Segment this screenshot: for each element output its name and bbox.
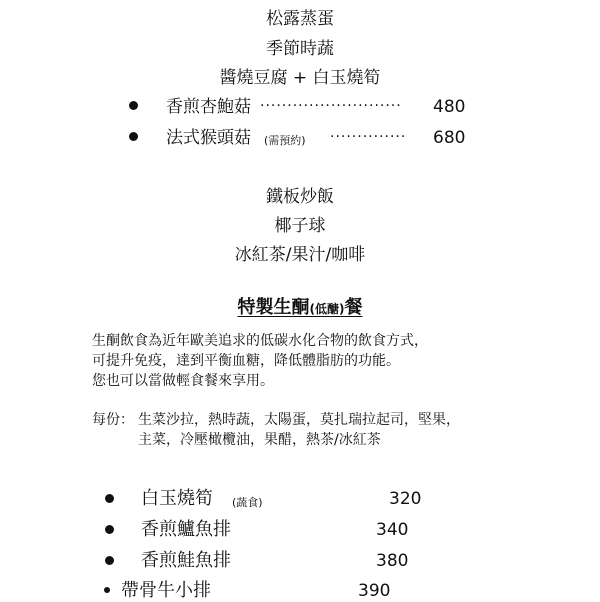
course-1: 松露蒸蛋	[266, 9, 334, 29]
keto-item-1-name: 白玉燒筍	[141, 488, 213, 509]
keto-each-label: 每份：	[92, 412, 134, 428]
bullet-icon	[105, 525, 114, 534]
keto-title-end: 餐	[344, 297, 363, 318]
keto-each-line-2: 主菜，冷壓橄欖油，果醋，熱茶/冰紅茶	[138, 432, 381, 448]
course-3: 醬燒豆腐 + 白玉燒筍	[219, 68, 381, 88]
keto-item-1-price: 320	[389, 489, 422, 509]
main-a-1-price: 480	[433, 97, 466, 117]
keto-title	[0, 293, 600, 319]
course-5: 椰子球	[274, 216, 326, 236]
course-6: 冰紅茶/果汁/咖啡	[234, 245, 366, 265]
keto-desc-2: 可提升免疫，達到平衡血糖，降低體脂肪的功能。	[92, 353, 400, 369]
bullet-icon	[105, 556, 114, 565]
keto-item-1-note: (蔬食)	[232, 496, 263, 509]
bullet-icon	[129, 132, 138, 141]
keto-item-4-price: 390	[358, 581, 391, 601]
bullet-icon	[104, 587, 110, 593]
bullet-icon	[105, 494, 114, 503]
main-a-2-price: 680	[433, 128, 466, 148]
keto-item-2-name: 香煎鱸魚排	[141, 519, 231, 540]
main-a-1-name: 香煎杏鮑菇	[166, 97, 251, 117]
main-a-2-dots: ··············	[330, 129, 407, 145]
main-a-1-dots: ··························	[260, 98, 402, 114]
bullet-icon	[129, 101, 138, 110]
main-a-2-name: 法式猴頭菇	[166, 128, 251, 148]
keto-title-small: (低醣)	[309, 302, 345, 316]
course-2: 季節時蔬	[266, 39, 334, 59]
keto-item-3-name: 香煎鮭魚排	[141, 550, 231, 571]
keto-each-line-1: 生菜沙拉，熱時蔬，太陽蛋，莫扎瑞拉起司，堅果，	[138, 412, 460, 428]
keto-desc-1: 生酮飲食為近年歐美追求的低碳水化合物的飲食方式，	[92, 333, 428, 349]
keto-desc-3: 您也可以當做輕食餐來享用。	[92, 373, 274, 389]
keto-title-main: 特製生酮	[237, 297, 310, 318]
keto-item-2-price: 340	[376, 520, 409, 540]
keto-item-4-name: 帶骨牛小排	[121, 580, 211, 601]
main-a-2-note: (需預約)	[264, 134, 306, 147]
keto-item-3-price: 380	[376, 551, 409, 571]
course-4: 鐵板炒飯	[266, 187, 334, 207]
